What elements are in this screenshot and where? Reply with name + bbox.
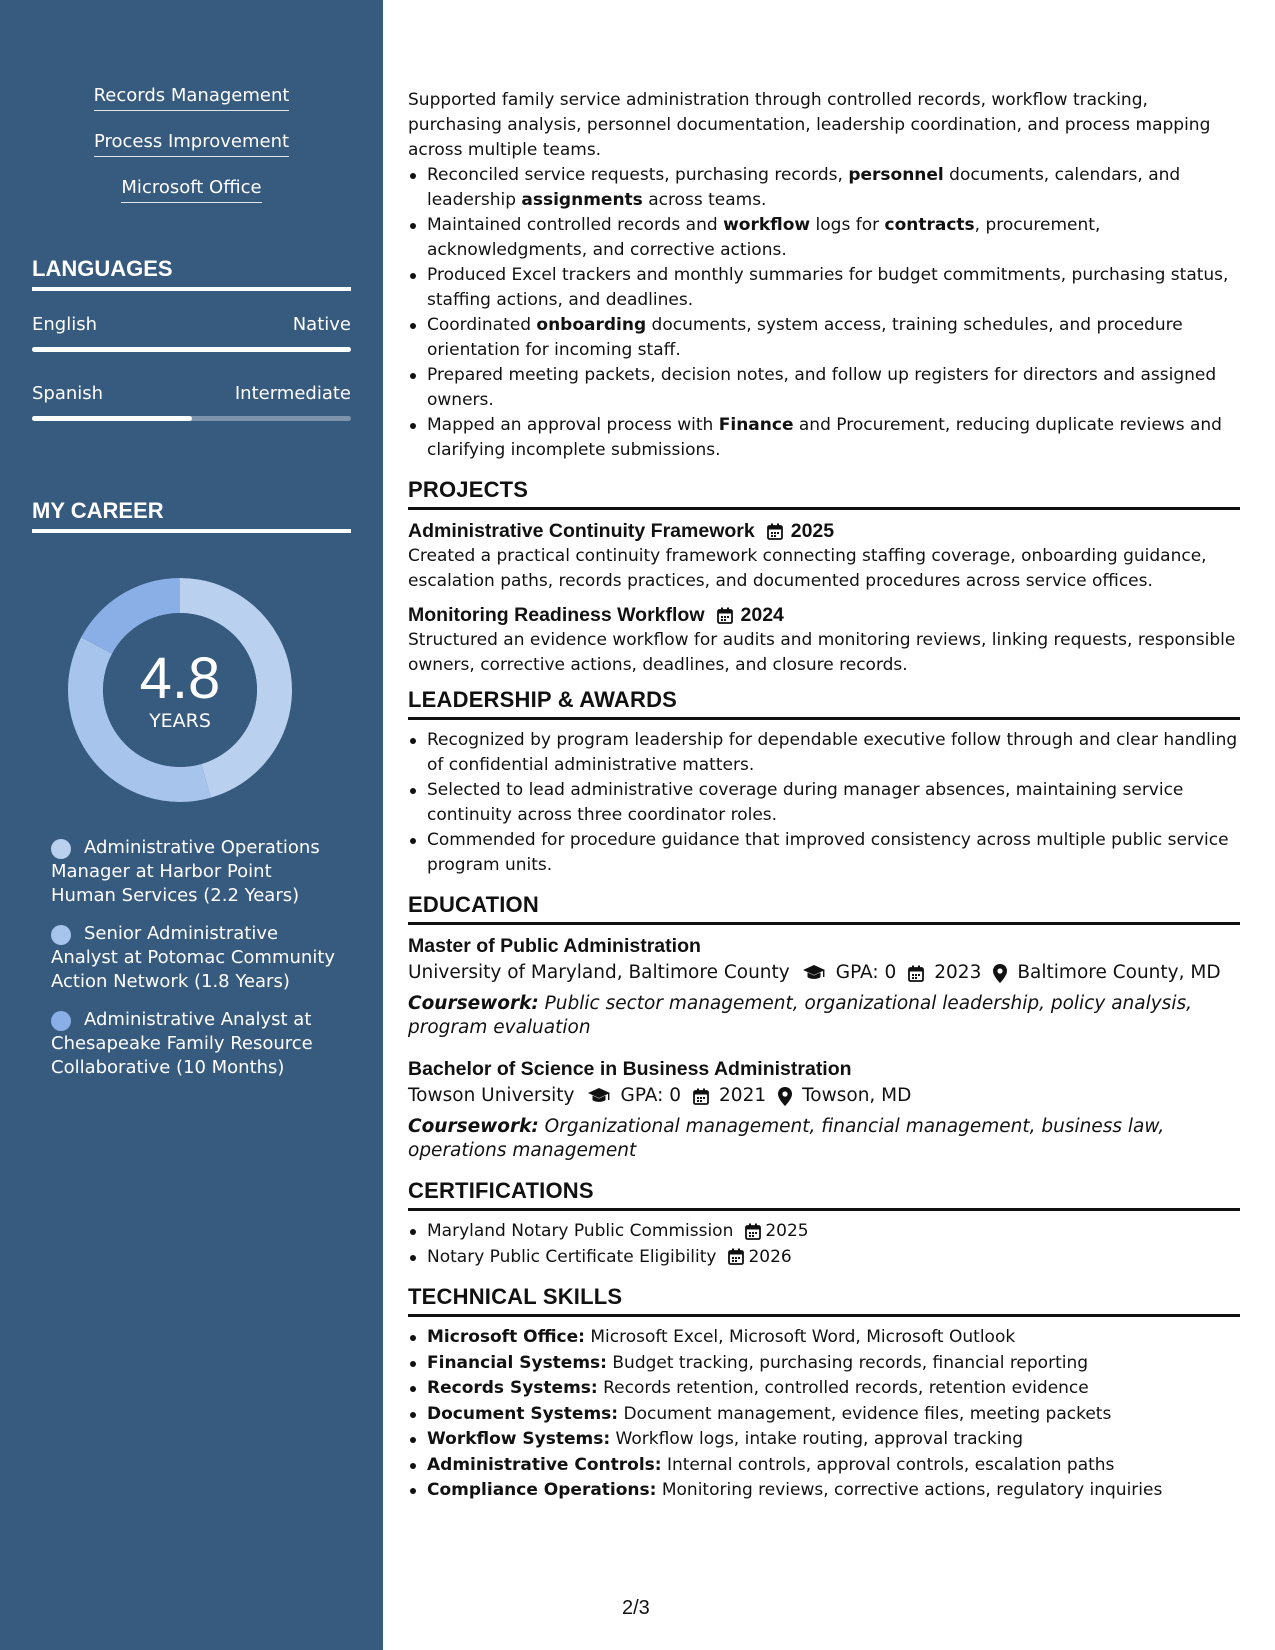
degree-title: Bachelor of Science in Business Administration — [408, 1058, 852, 1080]
technical-skill-item — [408, 1427, 1240, 1452]
skill-link-microsoft-office[interactable]: Microsoft Office — [121, 176, 261, 203]
career-item — [51, 922, 341, 994]
technical-skill-text: Document management, evidence files, meeting packets — [618, 1403, 1112, 1424]
language-level: Native — [292, 314, 351, 335]
technical-skill-item — [408, 1325, 1240, 1350]
coursework — [408, 1115, 1240, 1163]
leadership-item: Commended for procedure guidance that improved consistency across multiple public service program units. — [408, 828, 1240, 877]
project-item — [408, 602, 1240, 677]
leadership-heading: LEADERSHIP & AWARDS — [408, 686, 1240, 720]
experience-bullet: Maintained controlled records and workflow logs for contracts, procurement, acknowledgments, and corrective actions. — [408, 213, 1240, 262]
school-location: Baltimore County, MD — [1017, 962, 1221, 983]
technical-skill-label: Compliance Operations: — [427, 1480, 657, 1500]
technical-skill-text: Workflow logs, intake routing, approval tracking — [610, 1429, 1024, 1449]
technical-skill-label: Workflow Systems: — [427, 1429, 611, 1449]
project-year: 2025 — [790, 520, 835, 542]
projects-heading: PROJECTS — [408, 476, 1240, 510]
career-dot-icon — [51, 839, 71, 859]
experience-bullet: Prepared meeting packets, decision notes, and follow up registers for directors and assigned owners. — [408, 363, 1240, 412]
education-heading: EDUCATION — [408, 891, 1240, 925]
calendar-icon — [908, 965, 924, 982]
skill-links — [0, 84, 383, 222]
project-title: Administrative Continuity Framework — [408, 520, 755, 542]
technical-skill-label: Administrative Controls: — [427, 1454, 662, 1475]
school-name: Towson University — [408, 1085, 575, 1106]
calendar-icon — [717, 607, 733, 624]
language-level: Intermediate — [234, 383, 351, 404]
technical-skill-label: Financial Systems: — [427, 1352, 607, 1373]
graduation-year: 2021 — [719, 1085, 767, 1106]
leadership-item: Recognized by program leadership for dependable executive follow through and clear handling of confidential administrative matters. — [408, 728, 1240, 777]
career-dot-icon — [51, 1011, 71, 1031]
technical-skill-item — [408, 1351, 1240, 1376]
career-item-text: Senior Administrative Analyst at Potomac Community Action Network (1.8 Years) — [51, 923, 336, 992]
career-item — [51, 1008, 341, 1080]
leadership-list — [408, 728, 1240, 877]
project-description: Created a practical continuity framework connecting staffing coverage, onboarding guidance, escalation paths, records practices, and documented procedures across service offices. — [408, 546, 1207, 591]
technical-skill-text: Records retention, controlled records, retention evidence — [597, 1378, 1089, 1398]
technical-skill-label: Records Systems: — [427, 1378, 598, 1398]
technical-skill-label: Document Systems: — [427, 1403, 619, 1424]
technical-skill-item — [408, 1453, 1240, 1478]
technical-skill-label: Microsoft Office: — [427, 1327, 585, 1347]
language-bar-fill — [32, 347, 351, 352]
certification-item — [408, 1219, 1240, 1244]
project-year: 2024 — [740, 604, 784, 626]
technical-skill-item — [408, 1478, 1240, 1503]
sidebar — [0, 0, 383, 1650]
certifications-heading: CERTIFICATIONS — [408, 1177, 1240, 1211]
calendar-icon — [767, 523, 783, 540]
experience-bullet: Mapped an approval process with Finance and Procurement, reducing duplicate reviews and clarifying incomplete submissions. — [408, 413, 1240, 462]
career-item-text: Administrative Operations Manager at Harbor Point Human Services (2.2 Years) — [51, 837, 320, 906]
language-name: Spanish — [32, 383, 104, 404]
graduation-cap-icon — [802, 964, 826, 982]
graduation-year: 2023 — [934, 962, 982, 983]
skill-link-process-improvement[interactable]: Process Improvement — [94, 130, 289, 157]
certification-year: 2026 — [748, 1246, 792, 1267]
language-bar-fill — [32, 416, 192, 421]
location-pin-icon — [993, 964, 1007, 983]
coursework-label: Coursework: — [408, 1116, 539, 1137]
calendar-icon — [728, 1248, 744, 1265]
career-list — [51, 836, 341, 1094]
experience-bullet: Coordinated onboarding documents, system access, training schedules, and procedure orientation for incoming staff. — [408, 313, 1240, 362]
technical-skill-text: Budget tracking, purchasing records, financial reporting — [606, 1352, 1089, 1373]
coursework-label: Coursework: — [408, 993, 539, 1014]
career-item-text: Administrative Analyst at Chesapeake Family Resource Collaborative (10 Months) — [51, 1009, 313, 1078]
location-pin-icon — [778, 1087, 792, 1106]
coursework-text: Organizational management, financial management, business law, operations management — [408, 1116, 1165, 1161]
page-number: 2/3 — [622, 1597, 650, 1619]
career-item — [51, 836, 341, 908]
experience-bullet: Produced Excel trackers and monthly summaries for budget commitments, purchasing status, staffing actions, and deadlines. — [408, 263, 1240, 312]
education-item — [408, 933, 1240, 1040]
coursework — [408, 992, 1240, 1040]
career-total-unit: YEARS — [149, 710, 211, 732]
project-description: Structured an evidence workflow for audits and monitoring reviews, linking requests, responsible owners, corrective actions, deadlines, and closure records. — [408, 630, 1236, 675]
certification-year: 2025 — [765, 1221, 809, 1241]
school-name: University of Maryland, Baltimore County — [408, 962, 790, 983]
languages-heading: LANGUAGES — [32, 254, 351, 291]
project-item — [408, 518, 1240, 593]
education-item — [408, 1056, 1240, 1163]
technical-skill-text: Internal controls, approval controls, escalation paths — [661, 1454, 1115, 1475]
skill-link-records-management[interactable]: Records Management — [94, 84, 290, 111]
language-name: English — [32, 314, 97, 335]
language-bar — [32, 347, 351, 352]
experience-summary: Supported family service administration through controlled records, workflow tracking, purchasing analysis, personnel documentation, leadership coordination, and process mapping across multiple teams. — [408, 90, 1211, 160]
technical-skill-item — [408, 1402, 1240, 1427]
school-location: Towson, MD — [802, 1085, 912, 1106]
career-dot-icon — [51, 925, 71, 945]
project-title: Monitoring Readiness Workflow — [408, 604, 705, 626]
career-total — [65, 575, 295, 805]
coursework-text: Public sector management, organizational leadership, policy analysis, program evaluation — [408, 993, 1192, 1038]
technical-skill-item — [408, 1376, 1240, 1401]
language-bar — [32, 416, 351, 421]
leadership-item: Selected to lead administrative coverage during manager absences, maintaining service continuity across three coordinator roles. — [408, 778, 1240, 827]
degree-title: Master of Public Administration — [408, 935, 701, 957]
career-total-value: 4.8 — [139, 646, 221, 711]
experience-bullets — [408, 163, 1240, 462]
technical-skill-text: Microsoft Excel, Microsoft Word, Microsoft Outlook — [584, 1327, 1016, 1347]
career-heading: MY CAREER — [32, 496, 351, 533]
certification-name: Notary Public Certificate Eligibility — [427, 1246, 717, 1267]
gpa: GPA: 0 — [835, 962, 897, 983]
main-content — [408, 88, 1240, 1504]
graduation-cap-icon — [587, 1087, 611, 1105]
technical-skills-list — [408, 1325, 1240, 1503]
calendar-icon — [745, 1223, 761, 1240]
experience-bullet: Reconciled service requests, purchasing records, personnel documents, calendars, and leadership assignments across teams. — [408, 163, 1240, 212]
technical-skills-heading: TECHNICAL SKILLS — [408, 1283, 1240, 1317]
certification-item — [408, 1245, 1240, 1270]
certification-name: Maryland Notary Public Commission — [427, 1221, 734, 1241]
calendar-icon — [693, 1088, 709, 1105]
certifications-list — [408, 1219, 1240, 1269]
technical-skill-text: Monitoring reviews, corrective actions, regulatory inquiries — [656, 1480, 1163, 1500]
gpa: GPA: 0 — [620, 1085, 682, 1106]
